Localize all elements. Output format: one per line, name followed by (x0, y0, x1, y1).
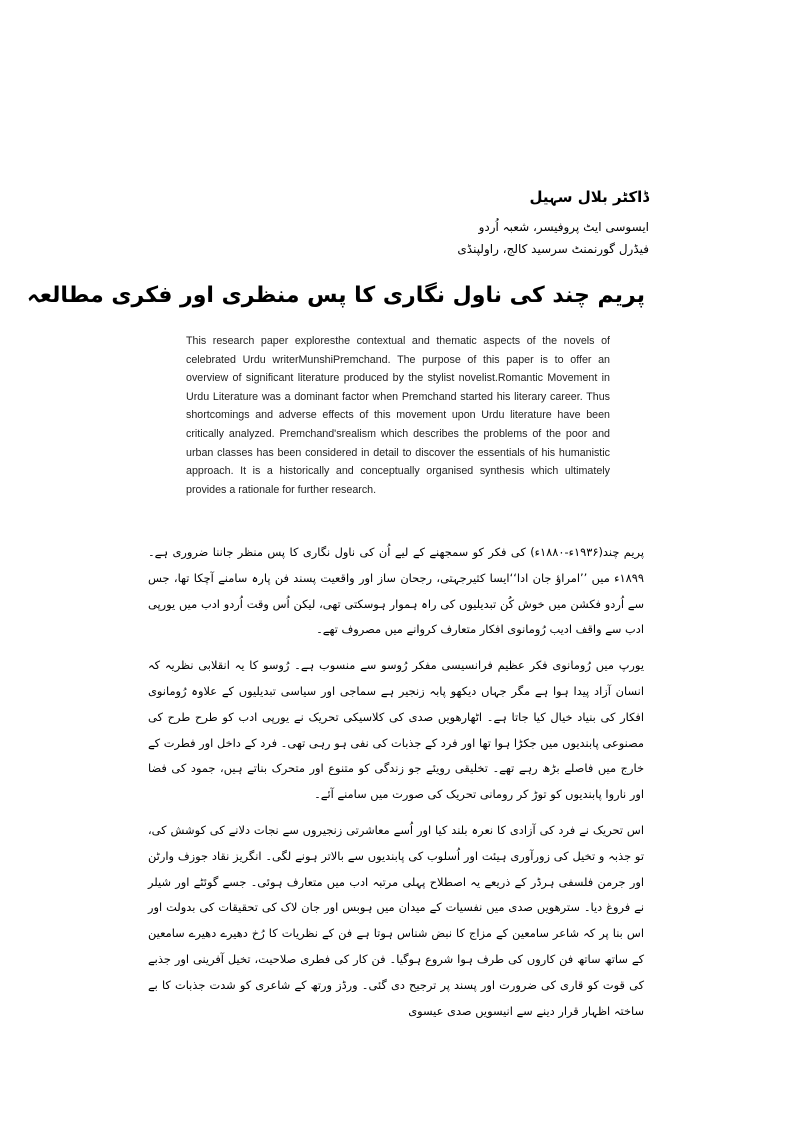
body-text (148, 540, 644, 1034)
author-name: ڈاکٹر بلال سہیل (529, 188, 649, 206)
author-institution: فیڈرل گورنمنٹ سرسید کالج، راولپنڈی (457, 242, 649, 256)
body-paragraph-2: یورپ میں رُومانوی فکر عظیم فرانسیسی مفکر رُوسو سے منسوب ہے۔ رُوسو کا یہ انقلابی نظریہ کہ انسان آزاد پیدا ہوا ہے مگر جہاں دیکھو پابہ زنجیر ہے سماجی اور سیاسی تبدیلیوں کے علاوہ رُومانوی افکار کی بنیاد خیال کیا جاتا ہے۔ اٹھارھویں صدی کی کلاسیکی تحریک نے یورپی ادب کو طرح طرح کی مصنوعی پابندیوں میں جکڑا ہوا تھا اور فرد کے جذبات کی نفی ہو رہی تھی۔ فرد کے داخل اور فطرت کے خارج میں فاصلے بڑھ رہے تھے۔ تخلیقی رویئے جو زندگی کو متنوع اور متحرک بناتے ہیں، جمود کی فضا اور ناروا پابندیوں کو توڑ کر رومانی تحریک کی صورت میں سامنے آئے۔ (148, 658, 644, 802)
author-block (319, 186, 649, 260)
abstract: This research paper exploresthe contextual and thematic aspects of the novels of celebrated Urdu writerMunshiPremchand. The purpose of this paper is to offer an overview of significant literature produced by the stylist novelist.Romantic Movement in Urdu Literature was a dominant factor when Premchand started his literary career. Thus shortcomings and adverse effects of this movement upon Urdu literature have been critically analyzed. Premchand'srealism which describes the problems of the poor and urban classes has been considered in detail to discover the essentials of his humanistic approach. It is a historically and conceptually organised synthesis which ultimately provides a rationale for further research. (186, 335, 610, 496)
paper-title: پریم چند کی ناول نگاری کا پس منظری اور فکری مطالعہ (26, 283, 645, 308)
body-paragraph-1: پریم چند(۱۹۳۶ء-۱۸۸۰ء) کی فکر کو سمجھنے کے لیے اُن کی ناول نگاری کا پس منظر جاننا ضروری ہے۔۱۸۹۹ء میں ’’امراؤ جان ادا‘‘ایسا کثیرجہتی، رجحان ساز اور واقعیت پسند فن پارہ سامنے آچکا تھا، جس سے اُردو فکشن میں خوش کُن تبدیلیوں کی راہ ہموار ہوسکتی تھی، لیکن اُس وقت اُردو ادب میں یورپی ادب سے واقف ادیب رُومانوی افکار متعارف کروانے میں مصروف تھے۔ (148, 545, 644, 637)
author-designation: ایسوسی ایٹ پروفیسر، شعبہ اُردو (478, 220, 649, 234)
body-paragraph-3: اس تحریک نے فرد کی آزادی کا نعرہ بلند کیا اور اُسے معاشرتی زنجیروں سے نجات دلانے کی کوشش کی، تو جذبہ و تخیل کی زورآوری ہیئت اور اُسلوب کی پابندیوں سے بالاتر ہونے لگی۔ انگریز نقاد جوزف وارٹن اور جرمن فلسفی ہرڈر کے ذریعے یہ اصطلاح پہلی مرتبہ ادب میں متعارف ہوئی۔ جسے گوئٹے اور شیلر نے فروغ دیا۔ سترھویں صدی میں نفسیات کے میدان میں ہوبس اور جان لاک کی تحقیقات کی بدولت اور اس بنا پر کہ شاعر سامعین کے مزاج کا نبض شناس ہوتا ہے فن کے نظریات کا رُخ دھیرے دھیرے سامعین کے ساتھ ساتھ فن کاروں کی طرف ہوا شروع ہوگیا۔ فن کار کی فطری صلاحیت، تخیل آفرینی اور جذبے کی قوت کو قاری کی ضرورت اور پسند پر ترجیح دی گئی۔ ورڈز ورتھ کے شاعری کو شدت جذبات کا بے ساختہ اظہار قرار دینے سے انیسویں صدی عیسوی (148, 822, 644, 1018)
